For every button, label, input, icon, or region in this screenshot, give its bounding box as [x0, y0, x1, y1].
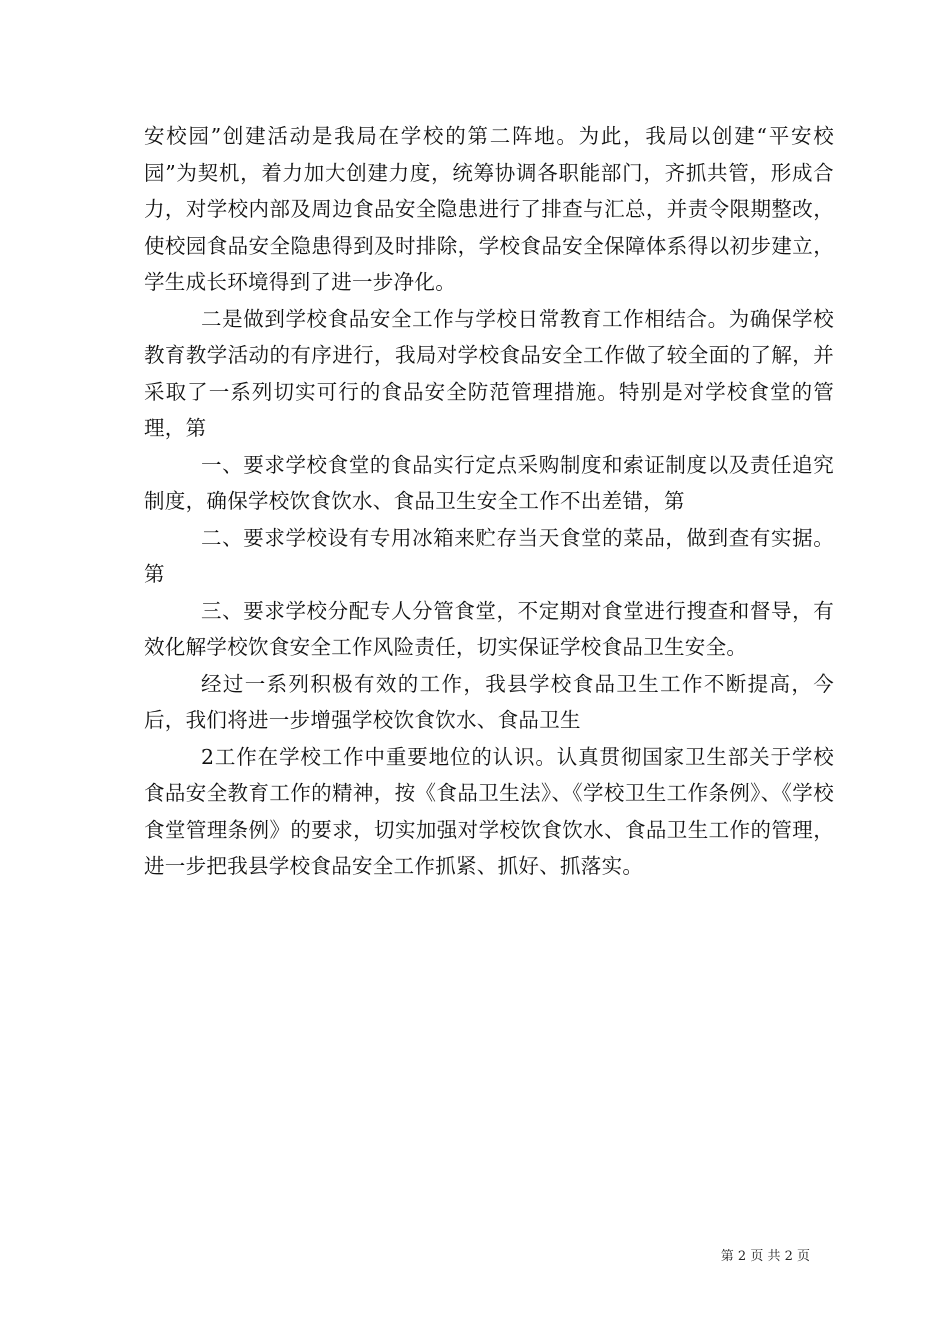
- page-number-footer: 第 2 页 共 2 页: [720, 1249, 810, 1264]
- paragraph-summary: 经过一系列积极有效的工作，我县学校食品卫生工作不断提高，今后，我们将进一步增强学校饮食饮水、食品卫生: [144, 671, 834, 732]
- paragraph-item-one: 一、要求学校食堂的食品实行定点采购制度和索证制度以及责任追究制度，确保学校饮食饮水、食品卫生安全工作不出差错，第: [144, 452, 834, 513]
- document-body: [144, 118, 834, 885]
- paragraph-conclusion: 2工作在学校工作中重要地位的认识。认真贯彻国家卫生部关于学校食品安全教育工作的精神，按《食品卫生法》、《学校卫生工作条例》、《学校食堂管理条例》的要求，切实加强对学校饮食饮水、食品卫生工作的管理，进一步把我县学校食品安全工作抓紧、抓好、抓落实。: [144, 744, 834, 878]
- paragraph-item-two: 二、要求学校设有专用冰箱来贮存当天食堂的菜品，做到查有实据。第: [144, 525, 834, 586]
- paragraph-continuation: 安校园”创建活动是我局在学校的第二阵地。为此，我局以创建“平安校园”为契机，着力加大创建力度，统筹协调各职能部门，齐抓共管，形成合力，对学校内部及周边食品安全隐患进行了排查与汇总，并责令限期整改，使校园食品安全隐患得到及时排除，学校食品安全保障体系得以初步建立，学生成长环境得到了进一步净化。: [144, 124, 834, 294]
- paragraph-point-two: 二是做到学校食品安全工作与学校日常教育工作相结合。为确保学校教育教学活动的有序进行，我局对学校食品安全工作做了较全面的了解，并采取了一系列切实可行的食品安全防范管理措施。特别是对学校食堂的管理，第: [144, 306, 834, 440]
- paragraph-item-three: 三、要求学校分配专人分管食堂，不定期对食堂进行搜查和督导，有效化解学校饮食安全工作风险责任，切实保证学校食品卫生安全。: [144, 598, 834, 659]
